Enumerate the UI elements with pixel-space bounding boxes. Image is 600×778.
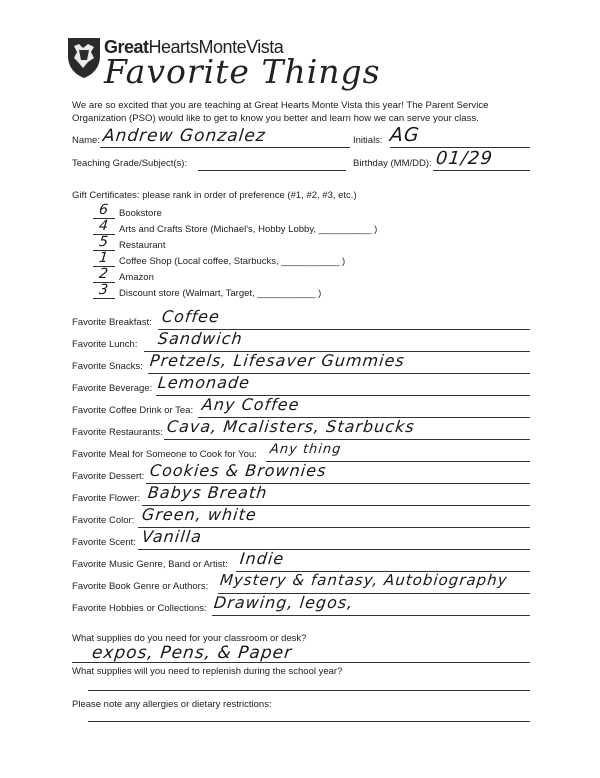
gift-heading: Gift Certificates: please rank in order of preference (#1, #2, #3, etc.)	[72, 190, 357, 201]
gift-rank-amazon[interactable]: 2	[98, 266, 110, 282]
gift-label-discount-store: Discount store (Walmart, Target, ___________ )	[119, 288, 322, 299]
favorite-label: Favorite Lunch:	[72, 339, 138, 350]
favorite-label: Favorite Meal for Someone to Cook for You:	[72, 449, 257, 460]
allergies-label: Please note any allergies or dietary restrictions:	[72, 699, 272, 710]
gift-label-amazon: Amazon	[119, 272, 154, 283]
favorite-label: Favorite Snacks:	[72, 361, 143, 372]
favorite-label: Favorite Breakfast:	[72, 317, 152, 328]
intro-text: We are so excited that you are teaching at Great Hearts Monte Vista this year! The Parent Service Organization (PSO) would like to get to know you better and learn how we can serve your class.	[72, 100, 489, 124]
page-title: Favorite Things	[104, 52, 381, 91]
replenish-label: What supplies will you need to replenish during the school year?	[72, 666, 343, 677]
gift-label-bookstore: Bookstore	[119, 208, 162, 219]
favorite-snacks-field[interactable]: Pretzels, Lifesaver Gummies	[149, 351, 406, 370]
gift-rank-discount-store[interactable]: 3	[98, 282, 110, 298]
name-field[interactable]: Andrew Gonzalez	[101, 126, 267, 146]
favorite-label: Favorite Book Genre or Authors:	[72, 581, 209, 592]
favorite-breakfast-field[interactable]: Coffee	[161, 307, 221, 326]
birthday-field-line	[433, 170, 530, 171]
favorite-flower-field[interactable]: Babys Breath	[147, 483, 269, 502]
favorite-label: Favorite Color:	[72, 515, 135, 526]
supplies-label: What supplies do you need for your classroom or desk?	[72, 633, 307, 644]
gift-label-coffee-shop: Coffee Shop (Local coffee, Starbucks, ___________ )	[119, 256, 346, 267]
brand-name: GreatHeartsMonteVista	[104, 37, 284, 57]
rank-line	[93, 298, 115, 299]
favorite-coffee-drink-field[interactable]: Any Coffee	[201, 395, 301, 414]
favorite-meal-field[interactable]: Any thing	[269, 442, 343, 457]
logo	[66, 36, 102, 80]
gift-rank-coffee-shop[interactable]: 1	[98, 250, 110, 266]
favorite-restaurants-field[interactable]: Cava, Mcalisters, Starbucks	[166, 417, 416, 436]
field-line	[212, 615, 530, 616]
grade-label: Teaching Grade/Subject(s):	[72, 158, 188, 169]
grade-field-line	[198, 170, 346, 171]
favorite-label: Favorite Hobbies or Collections:	[72, 603, 207, 614]
favorite-hobbies-field[interactable]: Drawing, legos,	[213, 593, 355, 612]
initials-field[interactable]: AG	[388, 124, 421, 146]
favorite-label: Favorite Coffee Drink or Tea:	[72, 405, 194, 416]
favorite-scent-field[interactable]: Vanilla	[141, 527, 204, 546]
name-field-line	[100, 147, 350, 148]
favorite-lunch-field[interactable]: Sandwich	[157, 329, 244, 348]
favorite-label: Favorite Dessert:	[72, 471, 145, 482]
favorite-dessert-field[interactable]: Cookies & Brownies	[149, 461, 328, 480]
favorite-music-field[interactable]: Indie	[239, 549, 286, 568]
favorite-label: Favorite Restaurants:	[72, 427, 163, 438]
field-line	[138, 549, 530, 550]
favorite-label: Favorite Flower:	[72, 493, 141, 504]
gift-label-restaurant: Restaurant	[119, 240, 166, 251]
birthday-label: Birthday (MM/DD):	[353, 158, 432, 169]
field-line	[164, 439, 530, 440]
field-line	[88, 690, 530, 691]
gift-rank-restaurant[interactable]: 5	[98, 234, 110, 250]
favorite-label: Favorite Beverage:	[72, 383, 153, 394]
favorite-label: Favorite Music Genre, Band or Artist:	[72, 559, 228, 570]
gift-label-arts-crafts: Arts and Crafts Store (Michael's, Hobby Lobby, __________ )	[119, 224, 378, 235]
supplies-field[interactable]: expos, Pens, & Paper	[90, 643, 294, 663]
favorite-books-field[interactable]: Mystery & fantasy, Autobiography	[219, 571, 509, 589]
shield-icon	[66, 36, 102, 80]
initials-label: Initials:	[353, 135, 383, 146]
name-label: Name:	[72, 135, 100, 146]
favorite-color-field[interactable]: Green, white	[141, 505, 258, 524]
favorite-beverage-field[interactable]: Lemonade	[157, 373, 252, 392]
birthday-field[interactable]: 01/29	[434, 148, 494, 169]
field-line	[72, 662, 530, 663]
favorite-label: Favorite Scent:	[72, 537, 136, 548]
gift-rank-arts-crafts[interactable]: 4	[98, 218, 110, 234]
gift-rank-bookstore[interactable]: 6	[98, 202, 110, 218]
field-line	[88, 721, 530, 722]
